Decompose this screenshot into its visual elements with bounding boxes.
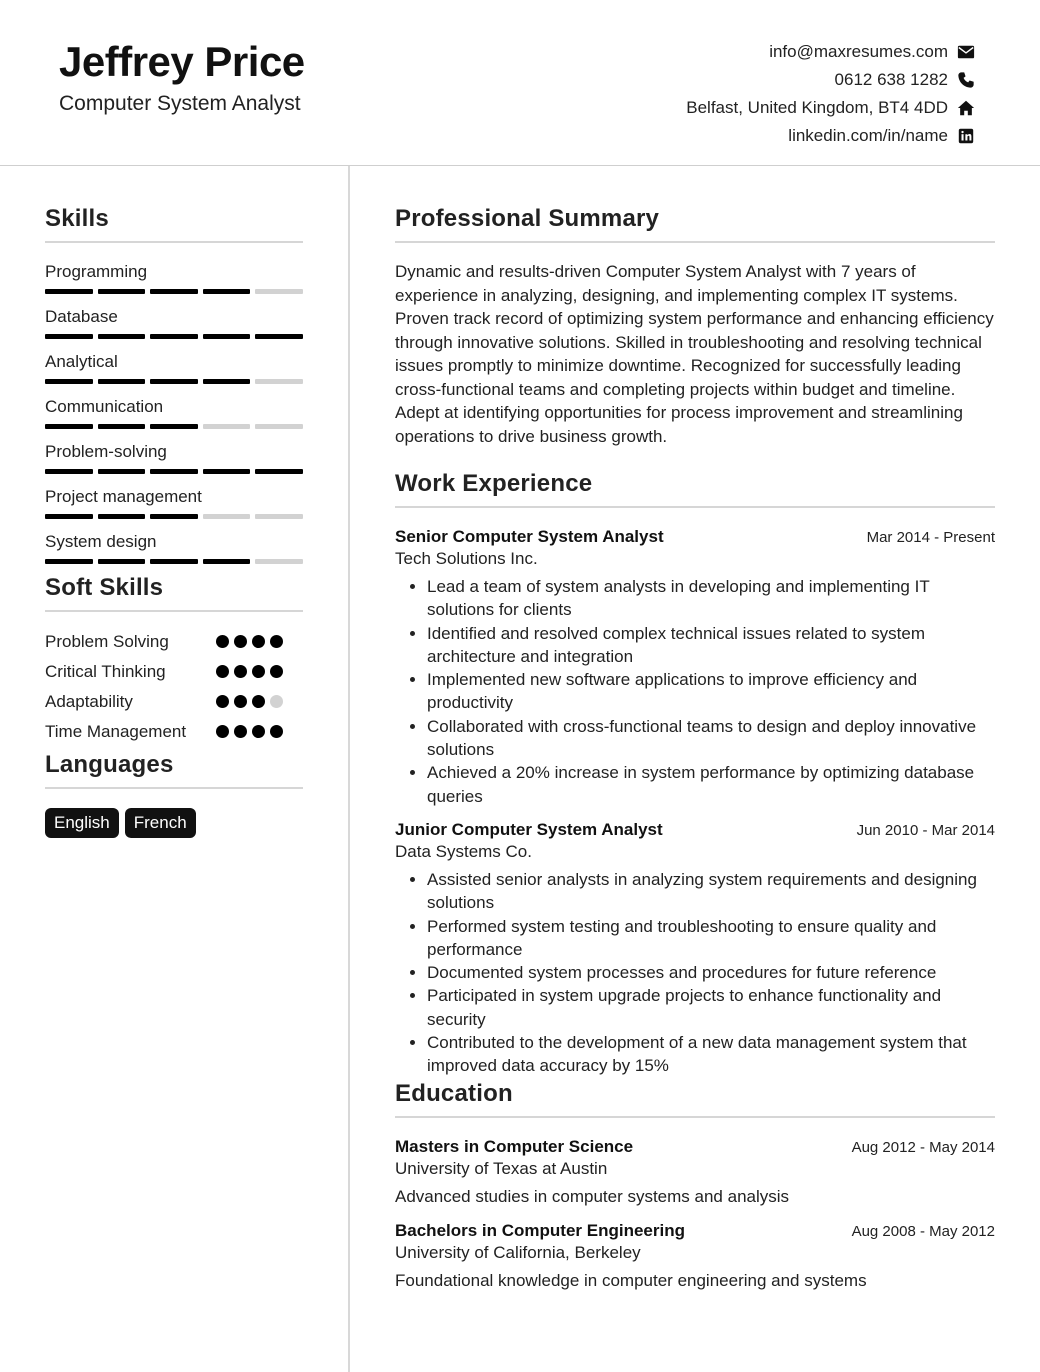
skill-item [45,441,303,475]
soft-skill-label: Problem Solving [45,632,169,651]
skill-label: Analytical [45,352,118,371]
skill-level-segment [203,514,251,519]
summary-heading: Professional Summary [395,205,660,232]
contact-linkedin-text: linkedin.com/in/name [788,126,948,145]
job-title: Junior Computer System Analyst [395,819,663,839]
languages-section [45,751,303,838]
skill-level-segment [98,289,146,294]
envelope-icon [956,42,976,62]
education-rule [395,1116,995,1118]
skill-level-bar [45,559,303,565]
education-entry [395,1221,995,1291]
home-icon [956,98,976,118]
skill-level-segment [255,424,303,429]
skill-level-segment [98,379,146,384]
skills-rule [45,241,303,243]
job-bullet: • Implemented new software applications to improve efficiency and productivity [427,668,995,715]
skill-level-segment [150,424,198,429]
summary-section [395,205,995,448]
soft-skills-rule [45,610,303,612]
rating-dot [270,695,283,708]
job-bullet: • Identified and resolved complex technical issues related to system architecture and integration [427,622,995,669]
skill-item [45,261,303,295]
skill-level-segment [45,514,93,519]
skill-level-bar [45,334,303,340]
skill-level-segment [255,334,303,339]
skill-label: Communication [45,397,164,416]
job-date: Mar 2014 - Present [866,529,995,546]
skill-level-bar [45,469,303,475]
language-badge: French [125,808,196,838]
degree-title: Bachelors in Computer Engineering [395,1220,685,1240]
contact-block [686,38,976,150]
education-description: Advanced studies in computer systems and analysis [395,1186,790,1206]
language-badge: English [45,808,119,838]
rating-dot [270,725,283,738]
job-bullet: • Lead a team of system analysts in developing and implementing IT solutions for clients [427,575,995,622]
job-bullet: • Achieved a 20% increase in system performance by optimizing database queries [427,761,995,808]
contact-linkedin[interactable] [686,122,976,150]
skill-level-segment [98,424,146,429]
job-company: Data Systems Co. [395,841,532,861]
linkedin-icon [956,126,976,146]
contact-email-text: info@maxresumes.com [769,42,948,61]
skill-level-segment [98,514,146,519]
languages-rule [45,787,303,789]
school-name: University of California, Berkeley [395,1242,641,1262]
degree-title: Masters in Computer Science [395,1136,634,1156]
skill-label: Programming [45,262,148,281]
summary-rule [395,241,995,243]
rating-dot [216,665,229,678]
rating-dot [234,635,247,648]
sidebar [45,205,303,838]
resume-header [0,0,1040,166]
skill-level-segment [150,334,198,339]
skill-level-segment [203,289,251,294]
skill-level-segment [150,469,198,474]
job-bullets [395,868,995,1078]
soft-skill-label: Adaptability [45,692,133,711]
skill-level-segment [255,289,303,294]
skill-level-segment [255,559,303,564]
skill-level-segment [45,379,93,384]
soft-skill-rating [216,665,283,678]
skill-level-segment [150,379,198,384]
skill-label: Problem-solving [45,442,167,461]
education-description: Foundational knowledge in computer engineering and systems [395,1270,867,1290]
job-entry [395,820,995,1078]
rating-dot [252,725,265,738]
skill-level-segment [150,559,198,564]
skill-level-segment [98,469,146,474]
skill-level-segment [45,559,93,564]
job-date: Jun 2010 - Mar 2014 [856,821,995,839]
skill-item [45,531,303,565]
soft-skill-rating [216,725,283,738]
contact-location [686,94,976,122]
rating-dot [234,695,247,708]
job-bullet: • Assisted senior analysts in analyzing system requirements and designing solutions [427,868,995,915]
skill-level-bar [45,424,303,430]
skill-level-segment [255,469,303,474]
soft-skills-list [45,630,303,743]
skill-level-segment [45,334,93,339]
skill-item [45,351,303,385]
candidate-name: Jeffrey Price [59,38,305,85]
soft-skill-item [45,630,303,653]
skill-level-bar [45,289,303,295]
rating-dot [234,665,247,678]
skill-item [45,396,303,430]
skill-level-segment [203,559,251,564]
job-bullet: • Participated in system upgrade projects to enhance functionality and security [427,984,995,1031]
languages-list [45,808,303,838]
skills-heading: Skills [45,205,109,232]
skill-level-segment [45,289,93,294]
job-bullet: • Documented system processes and procedures for future reference [427,961,995,984]
experience-section [395,470,995,1078]
skill-level-segment [45,469,93,474]
contact-phone[interactable] [686,66,976,94]
contact-location-text: Belfast, United Kingdom, BT4 4DD [686,98,948,117]
rating-dot [252,635,265,648]
rating-dot [270,665,283,678]
job-bullet: • Performed system testing and troubleshooting to ensure quality and performance [427,915,995,962]
skill-level-segment [255,514,303,519]
skill-level-bar [45,379,303,385]
experience-heading: Work Experience [395,470,593,497]
main-content [395,205,995,1291]
soft-skill-rating [216,695,283,708]
skill-level-segment [203,334,251,339]
rating-dot [270,635,283,648]
skill-level-segment [203,469,251,474]
candidate-title: Computer System Analyst [59,92,301,115]
job-title: Senior Computer System Analyst [395,527,664,546]
soft-skill-label: Critical Thinking [45,662,166,681]
education-date: Aug 2012 - May 2014 [851,1138,995,1156]
skill-level-segment [98,559,146,564]
rating-dot [234,725,247,738]
skill-level-segment [203,424,251,429]
experience-rule [395,506,995,508]
skill-level-segment [150,289,198,294]
soft-skill-item [45,690,303,713]
job-bullet: • Collaborated with cross-functional teams to design and deploy innovative solutions [427,715,995,762]
skills-list [45,261,303,565]
skill-level-segment [45,424,93,429]
education-heading: Education [395,1079,513,1107]
rating-dot [252,695,265,708]
skill-label: Database [45,307,118,326]
job-entry [395,527,995,808]
job-bullet: • Contributed to the development of a new data management system that improved data accuracy by 15% [427,1031,995,1078]
soft-skill-item [45,720,303,743]
summary-text: Dynamic and results-driven Computer System Analyst with 7 years of experience in analyzing, designing, and implementing complex IT systems. Proven track record of optimizing system performance and enhancing efficiency through innovative solutions. Skilled in troubleshooting and resolving technical issues promptly to minimize downtime. Recognized for successfully leading cross-functional teams and completing projects within budget and timeline. Adept at identifying opportunities for process improvement and streamlining operations to drive business growth. [395,262,994,446]
soft-skills-heading: Soft Skills [45,574,164,601]
rating-dot [216,635,229,648]
skill-level-segment [150,514,198,519]
skill-level-segment [255,379,303,384]
soft-skill-rating [216,635,283,648]
soft-skill-label: Time Management [45,722,187,741]
skill-label: System design [45,532,157,551]
languages-heading: Languages [45,751,174,778]
soft-skill-item [45,660,303,683]
phone-icon [956,70,976,90]
job-company: Tech Solutions Inc. [395,549,538,568]
contact-email[interactable] [686,38,976,66]
education-date: Aug 2008 - May 2012 [851,1222,995,1240]
skills-section [45,205,303,565]
skill-level-segment [98,334,146,339]
soft-skills-section [45,574,303,743]
skill-item [45,486,303,520]
school-name: University of Texas at Austin [395,1158,608,1178]
rating-dot [216,695,229,708]
rating-dot [252,665,265,678]
skill-level-bar [45,514,303,520]
contact-phone-text: 0612 638 1282 [834,70,948,89]
skill-level-segment [203,379,251,384]
rating-dot [216,725,229,738]
skill-item [45,306,303,340]
education-section [395,1080,995,1291]
column-divider [348,166,350,1372]
skill-label: Project management [45,487,202,506]
education-entry [395,1137,995,1207]
job-bullets [395,575,995,808]
